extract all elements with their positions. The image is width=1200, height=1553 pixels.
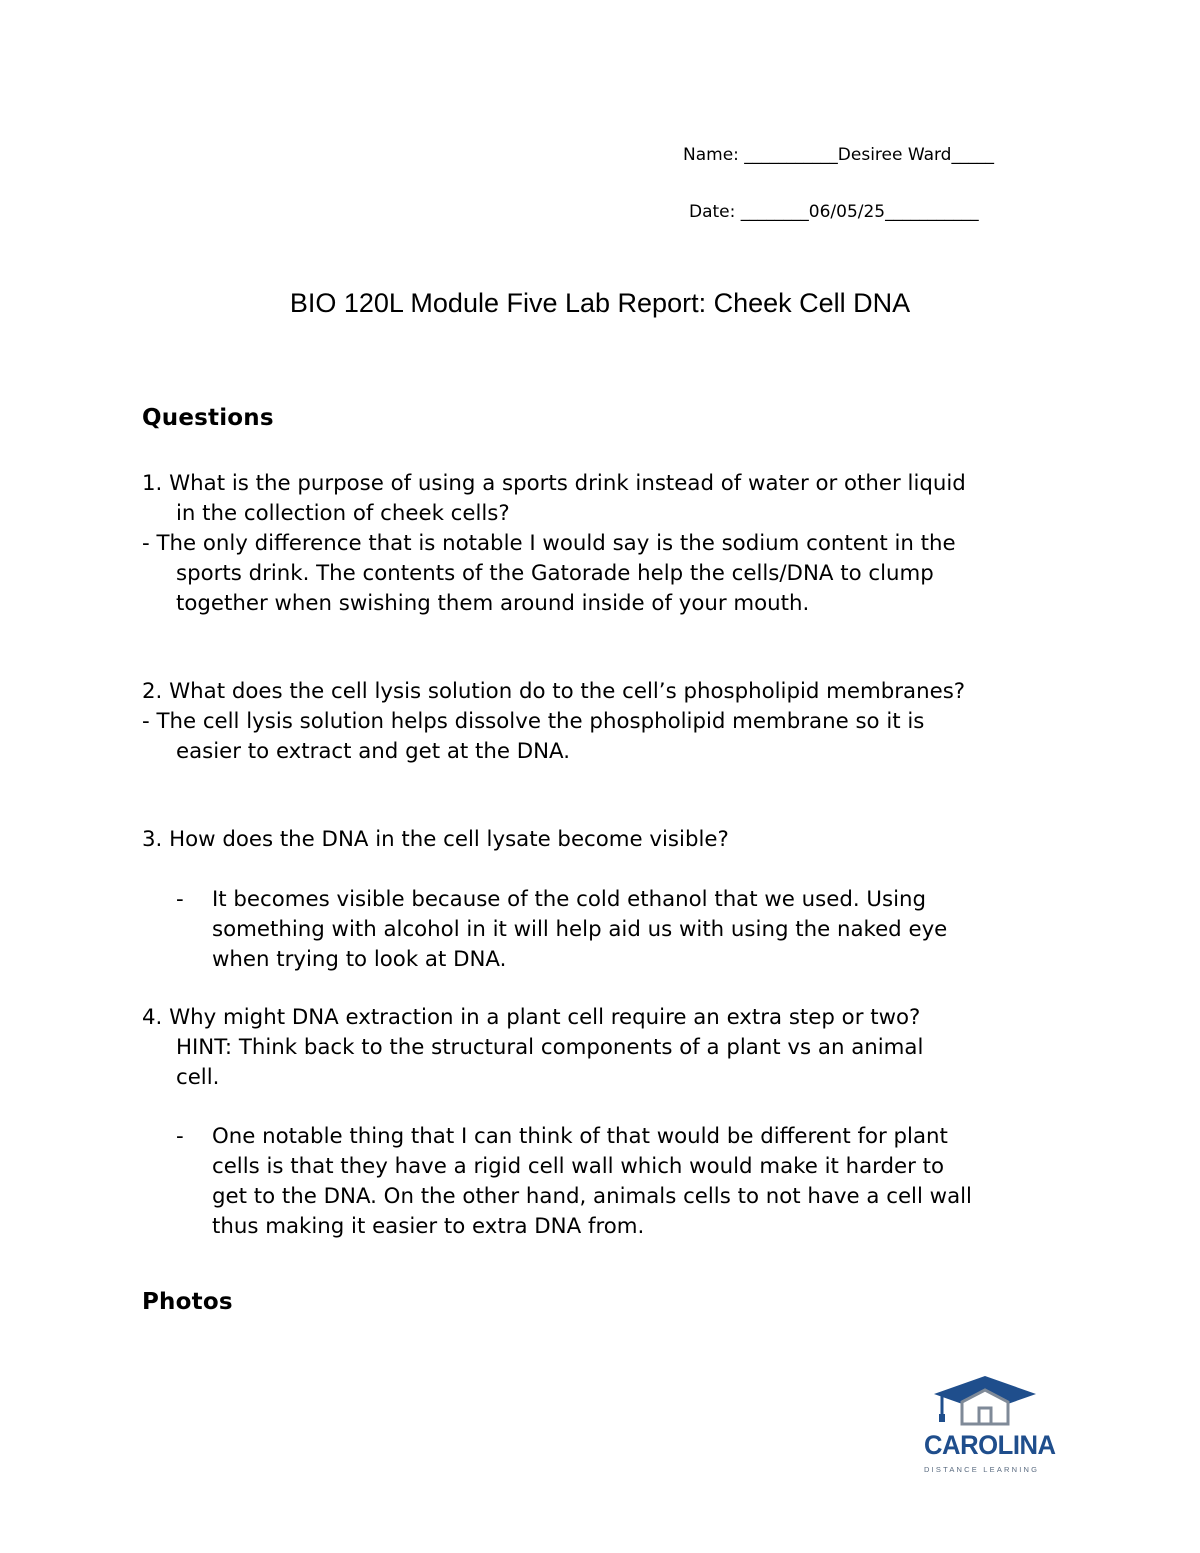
answer-2-line: easier to extract and get at the DNA.: [176, 739, 571, 764]
name-field: Name: ___________Desiree Ward_____: [683, 145, 994, 165]
carolina-logo-icon: [920, 1372, 1056, 1480]
answer-3-line: when trying to look at DNA.: [212, 947, 507, 972]
question-4-hint: HINT: Think back to the structural components of a plant vs an animal: [176, 1035, 924, 1060]
answer-2-line: - The cell lysis solution helps dissolve the phospholipid membrane so it is: [142, 709, 925, 734]
question-4-hint-cont: cell.: [176, 1065, 220, 1090]
answer-3-line: It becomes visible because of the cold ethanol that we used. Using: [212, 887, 927, 912]
answer-4-line: thus making it easier to extra DNA from.: [212, 1214, 645, 1239]
answer-4-line: get to the DNA. On the other hand, animals cells to not have a cell wall: [212, 1184, 972, 1209]
question-3-text: 3. How does the DNA in the cell lysate become visible?: [142, 827, 729, 852]
photos-heading: Photos: [142, 1289, 233, 1315]
question-4-text: 4. Why might DNA extraction in a plant cell require an extra step or two?: [142, 1005, 921, 1030]
answer-1-line: sports drink. The contents of the Gatorade help the cells/DNA to clump: [176, 561, 934, 586]
document-title: BIO 120L Module Five Lab Report: Cheek Cell DNA: [289, 288, 911, 318]
bullet-dash: -: [176, 887, 184, 912]
question-2-text: 2. What does the cell lysis solution do to the cell’s phospholipid membranes?: [142, 679, 966, 704]
bullet-dash: -: [176, 1124, 184, 1149]
question-1-text-cont: in the collection of cheek cells?: [176, 501, 510, 526]
logo-wordmark: CAROLINA: [924, 1430, 1056, 1460]
logo-tagline: DISTANCE LEARNING: [924, 1465, 1040, 1474]
questions-heading: Questions: [142, 405, 274, 431]
date-field: Date: ________06/05/25___________: [689, 202, 979, 222]
answer-3-line: something with alcohol in it will help aid us with using the naked eye: [212, 917, 948, 942]
question-1-text: 1. What is the purpose of using a sports drink instead of water or other liquid: [142, 471, 966, 496]
answer-1-line: together when swishing them around inside of your mouth.: [176, 591, 810, 616]
answer-4-line: cells is that they have a rigid cell wall which would make it harder to: [212, 1154, 945, 1179]
answer-4-line: One notable thing that I can think of that would be different for plant: [212, 1124, 948, 1149]
answer-1-line: - The only difference that is notable I would say is the sodium content in the: [142, 531, 956, 556]
